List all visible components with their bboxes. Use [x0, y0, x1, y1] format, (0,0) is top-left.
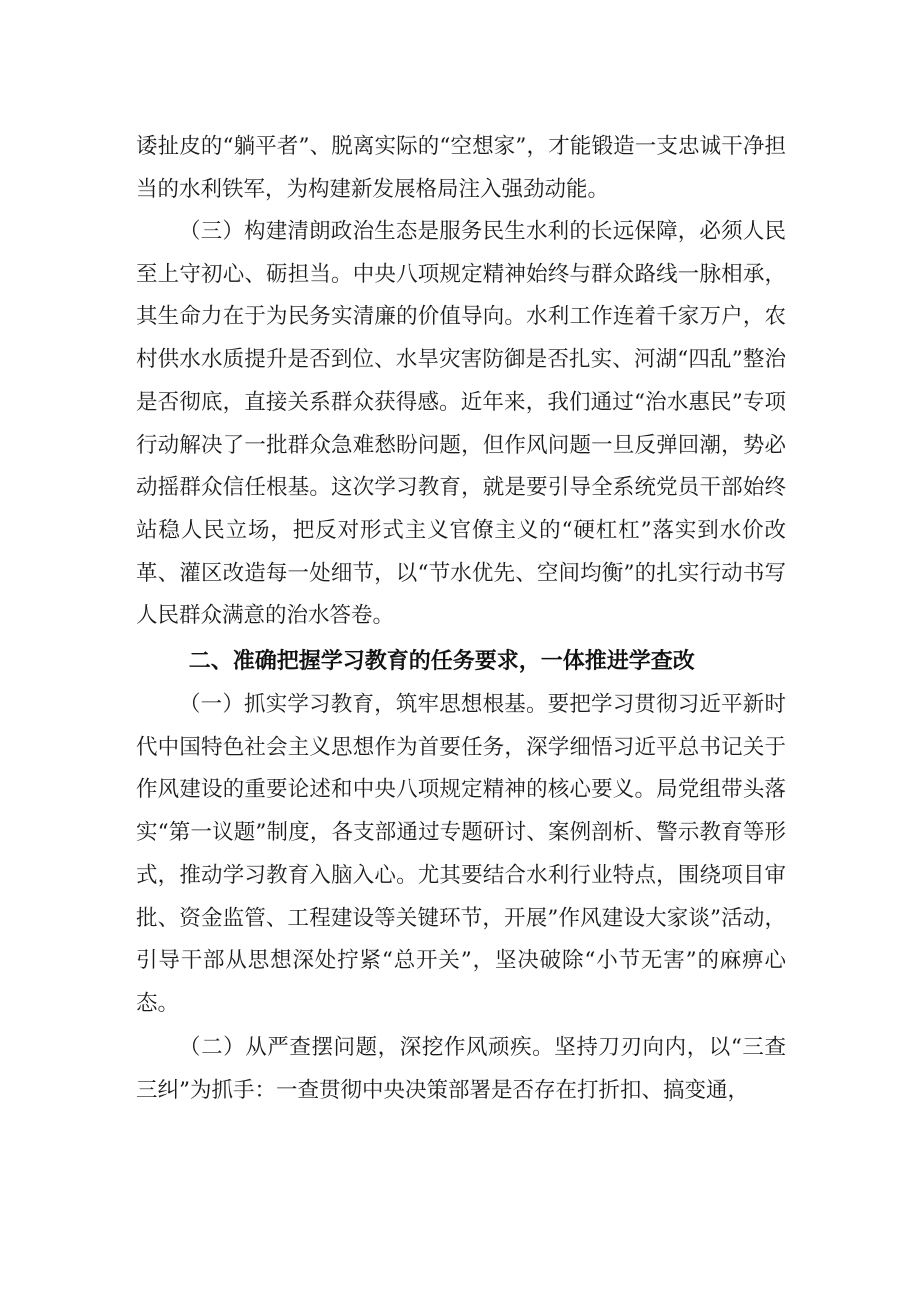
paragraph-subsection-two: （二）从严查摆问题，深挖作风顽疾。坚持刀刃向内，以“三查三纠”为抓手：一查贯彻中央决策部署是否存在打折扣、搞变通，	[136, 1035, 786, 1103]
paragraph-section-three: （三）构建清朗政治生态是服务民生水利的长远保障，必须人民至上守初心、砺担当。中央八项规定精神始终与群众路线一脉相承，其生命力在于为民务实清廉的价值导向。水利工作连着千家万户，农村供水水质提升是否到位、水旱灾害防御是否扎实、河湖“四乱”整治是否彻底，直接关系群众获得感。近年来，我们通过“治水惠民”专项行动解决了一批群众急难愁盼问题，但作风问题一旦反弹回潮，势必动摇群众信任根基。这次学习教育，就是要引导全系统党员干部始终站稳人民立场，把反对形式主义官僚主义的“硬杠杠”落实到水价改革、灌区改造每一处细节，以“节水优先、空间均衡”的扎实行动书写人民群众满意的治水答卷。	[136, 219, 786, 629]
paragraph-subsection-one: （一）抓实学习教育，筑牢思想根基。要把学习贯彻习近平新时代中国特色社会主义思想作为首要任务，深学细悟习近平总书记关于作风建设的重要论述和中央八项规定精神的核心要义。局党组带头落实“第一议题”制度，各支部通过专题研讨、案例剖析、警示教育等形式，推动学习教育入脑入心。尤其要结合水利行业特点，围绕项目审批、资金监管、工程建设等关键环节，开展”作风建设大家谈”活动，引导干部从思想深处拧紧“总开关”，坚决破除“小节无害”的麻痹心态。	[136, 692, 786, 1016]
section-heading-two: 二、准确把握学习教育的任务要求，一体推进学查改	[188, 649, 695, 674]
paragraph-continuation: 诿扯皮的“躺平者”、脱离实际的“空想家”，才能锻造一支忠诚干净担当的水利铁军，为构建新发展格局注入强劲动能。	[136, 134, 786, 202]
